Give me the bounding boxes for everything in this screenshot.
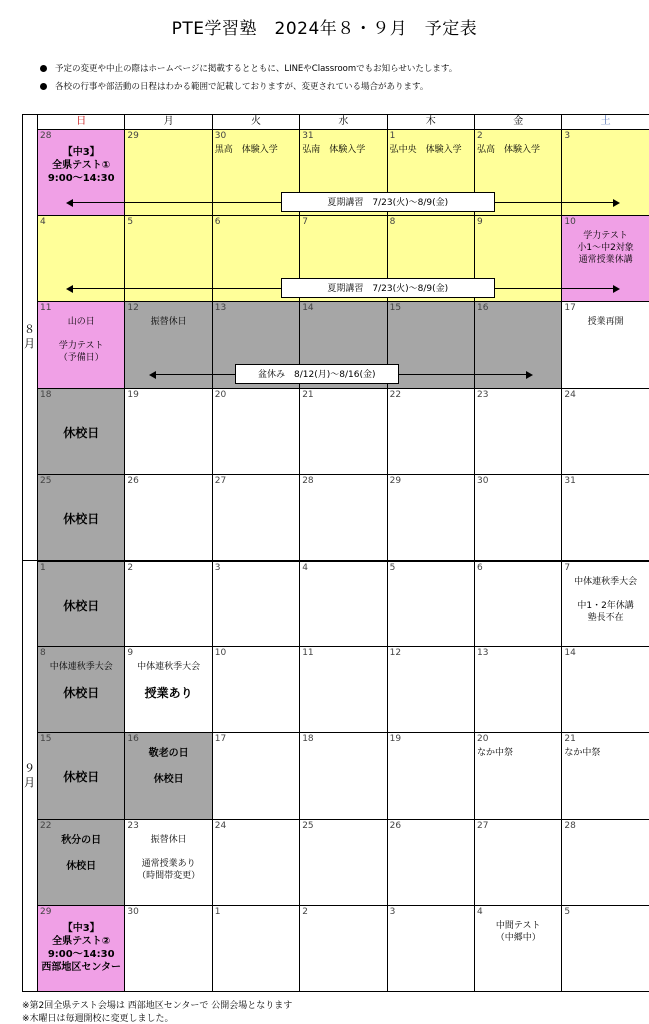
day-number: 12 — [389, 648, 402, 659]
day-cell — [125, 906, 212, 992]
day-number: 9 — [127, 648, 134, 659]
day-event — [125, 661, 211, 701]
day-number: 8 — [389, 217, 396, 228]
day-number: 6 — [214, 217, 221, 228]
period-arrow — [151, 368, 531, 382]
period-label: 盆休み 8/12(月)～8/16(金) — [235, 364, 399, 384]
day-cell — [38, 302, 125, 388]
weekday-header: 木 — [388, 114, 475, 130]
day-number: 16 — [127, 734, 139, 745]
day-number: 30 — [127, 906, 139, 917]
weekday-header: 金 — [475, 114, 562, 130]
day-number: 1 — [40, 563, 46, 573]
weekday-header: 日 — [38, 114, 125, 130]
day-event: なか中祭 — [477, 748, 514, 759]
event-line: 休校日 — [63, 686, 100, 701]
day-cell — [562, 906, 649, 992]
arrow-left-icon — [149, 371, 156, 379]
month-label — [22, 114, 38, 561]
day-cell — [562, 561, 649, 647]
day-number: 17 — [214, 734, 227, 745]
day-number: 24 — [214, 820, 227, 831]
day-number: 30 — [477, 475, 489, 486]
day-number: 5 — [564, 906, 571, 917]
notice-1 — [40, 62, 457, 74]
day-cell — [213, 475, 300, 561]
day-event: 休校日 — [63, 425, 100, 440]
day-cell — [300, 733, 387, 819]
day-number: 18 — [302, 734, 314, 745]
day-cell — [388, 647, 475, 733]
day-cell — [562, 733, 649, 819]
day-number: 3 — [389, 906, 396, 917]
day-number: 3 — [564, 131, 571, 141]
day-number: 5 — [389, 563, 396, 573]
day-cell — [213, 733, 300, 819]
day-number: 17 — [564, 303, 576, 314]
day-number: 4 — [40, 217, 46, 228]
day-number: 20 — [214, 389, 227, 400]
day-number: 6 — [477, 563, 483, 573]
day-event: 秋分の日 休校日 — [61, 834, 102, 872]
day-number: 29 — [389, 475, 402, 486]
day-cell — [213, 561, 300, 647]
arrow-left-icon — [66, 199, 73, 207]
day-cell — [300, 389, 387, 475]
day-number: 8 — [40, 648, 46, 659]
day-cell — [475, 820, 562, 906]
day-number: 31 — [302, 131, 314, 141]
day-number: 30 — [214, 131, 227, 141]
day-number: 13 — [214, 303, 227, 314]
day-number: 1 — [389, 131, 396, 141]
day-number: 9 — [477, 217, 483, 228]
day-number: 26 — [389, 820, 402, 831]
day-event: 休校日 — [63, 770, 100, 785]
day-cell — [300, 647, 387, 733]
day-event: 【中3】 全県テスト① 9:00～14:30 — [47, 147, 115, 184]
day-number: 28 — [40, 131, 52, 141]
day-number: 16 — [477, 303, 489, 314]
day-cell — [125, 733, 212, 819]
day-number: 10 — [564, 217, 576, 228]
day-cell — [388, 733, 475, 819]
day-number: 21 — [302, 389, 314, 400]
day-cell — [475, 561, 562, 647]
day-event: 山の日 学力テスト （予備日） — [58, 317, 104, 364]
day-number: 4 — [302, 563, 308, 573]
page-title: PTE学習塾 2024年８・９月 予定表 — [171, 19, 478, 39]
day-cell — [388, 475, 475, 561]
notice-2 — [40, 80, 428, 92]
day-cell — [38, 647, 125, 733]
day-number: 15 — [40, 734, 52, 745]
day-number: 26 — [127, 475, 139, 486]
day-number: 2 — [127, 563, 134, 573]
day-number: 2 — [477, 131, 483, 141]
day-number: 19 — [389, 734, 402, 745]
day-event — [38, 661, 124, 701]
period-label: 夏期講習 7/23(火)～8/9(金) — [281, 192, 495, 212]
event-line: 授業あり — [144, 686, 193, 701]
day-cell — [475, 389, 562, 475]
day-cell — [300, 561, 387, 647]
day-number: 14 — [564, 648, 576, 659]
day-event: 中体連秋季大会 中1・2年休講 塾長不在 — [574, 577, 638, 623]
day-cell — [125, 475, 212, 561]
weekday-header: 水 — [300, 114, 387, 130]
notice-text: 予定の変更や中止の際はホームページに掲載するとともに、LINEやClassroomでもお知らせいたします。 — [55, 64, 458, 74]
day-number: 3 — [214, 563, 221, 573]
bullet-icon — [40, 65, 47, 72]
day-event: 弘高 体験入学 — [477, 145, 541, 155]
arrow-right-icon — [613, 285, 620, 293]
period-arrow — [68, 282, 618, 296]
day-number: 28 — [564, 820, 576, 831]
day-number: 24 — [564, 389, 576, 400]
event-line — [38, 673, 124, 685]
day-event: 授業再開 — [587, 317, 624, 328]
day-event: なか中祭 — [564, 748, 601, 759]
day-cell — [125, 389, 212, 475]
day-cell — [562, 820, 649, 906]
footnote-2: ※木曜日は毎週開校に変更しました。 — [22, 1014, 174, 1024]
day-cell — [125, 561, 212, 647]
day-number: 27 — [214, 475, 227, 486]
day-number: 20 — [477, 734, 489, 745]
day-number: 28 — [302, 475, 314, 486]
day-number: 31 — [564, 475, 576, 486]
day-cell — [38, 733, 125, 819]
day-number: 5 — [127, 217, 134, 228]
event-line: 中体連秋季大会 — [137, 662, 201, 673]
day-number: 12 — [127, 303, 139, 314]
day-number: 7 — [302, 217, 308, 228]
day-number: 23 — [127, 820, 139, 831]
day-number: 10 — [214, 648, 227, 659]
month-label-text: ８ 月 — [24, 323, 35, 350]
day-number: 27 — [477, 820, 489, 831]
day-cell — [388, 906, 475, 992]
day-number: 21 — [564, 734, 576, 745]
event-line: 中体連秋季大会 — [49, 662, 113, 673]
day-number: 13 — [477, 648, 489, 659]
event-line — [125, 673, 211, 685]
day-cell — [300, 475, 387, 561]
day-event: 休校日 — [63, 599, 100, 613]
day-cell — [475, 475, 562, 561]
day-number: 7 — [564, 563, 571, 573]
day-number: 23 — [477, 389, 489, 400]
day-cell — [300, 906, 387, 992]
day-number: 25 — [40, 475, 52, 486]
arrow-right-icon — [526, 371, 533, 379]
weekday-header: 火 — [213, 114, 300, 130]
day-cell — [562, 302, 649, 388]
day-number: 25 — [302, 820, 314, 831]
period-arrow — [68, 196, 618, 210]
day-event: 弘中央 体験入学 — [389, 145, 462, 155]
day-event: 振替休日 通常授業あり （時間帯変更） — [137, 834, 201, 881]
day-event: 黒高 体験入学 — [214, 145, 278, 155]
day-cell — [125, 647, 212, 733]
day-event: 学力テスト 小1～中2対象 通常授業休講 — [577, 231, 634, 266]
footnote-1: ※第2回全県テスト会場は 西部地区センターで 公開会場となります — [22, 1001, 293, 1011]
day-cell — [388, 561, 475, 647]
day-cell — [562, 475, 649, 561]
day-cell — [213, 389, 300, 475]
arrow-left-icon — [66, 285, 73, 293]
day-number: 29 — [40, 906, 52, 917]
day-event: 弘南 体験入学 — [302, 145, 366, 155]
day-cell — [38, 820, 125, 906]
bullet-icon — [40, 83, 47, 90]
period-label: 夏期講習 7/23(火)～8/9(金) — [281, 278, 495, 298]
day-cell — [38, 561, 125, 647]
month-label — [22, 561, 38, 992]
day-cell — [388, 820, 475, 906]
day-cell — [562, 389, 649, 475]
day-cell — [213, 906, 300, 992]
day-cell — [562, 647, 649, 733]
day-number: 22 — [389, 389, 402, 400]
day-event: 【中3】 全県テスト② 9:00～14:30 西部地区センター — [41, 922, 121, 973]
day-number: 18 — [40, 389, 52, 400]
day-cell — [300, 820, 387, 906]
weekday-header: 土 — [562, 114, 649, 130]
day-cell — [38, 475, 125, 561]
day-cell — [213, 820, 300, 906]
weekday-header: 月 — [125, 114, 212, 130]
day-number: 15 — [389, 303, 402, 314]
day-cell — [213, 647, 300, 733]
day-number: 29 — [127, 131, 139, 141]
day-cell — [125, 820, 212, 906]
notice-text: 各校の行事や部活動の日程はわかる範囲で記載しておりますが、変更されている場合があります。 — [55, 82, 429, 92]
day-number: 11 — [302, 648, 314, 659]
day-number: 11 — [40, 303, 52, 314]
day-event: 振替休日 — [150, 317, 187, 328]
day-cell — [475, 647, 562, 733]
day-number: 22 — [40, 820, 52, 831]
day-cell — [388, 389, 475, 475]
day-cell — [475, 733, 562, 819]
day-number: 2 — [302, 906, 308, 917]
day-event: 中間テスト （中郷中） — [495, 920, 541, 943]
arrow-right-icon — [613, 199, 620, 207]
month-label-text: ９ 月 — [24, 762, 35, 789]
day-event: 敬老の日 休校日 — [148, 748, 189, 786]
day-cell — [38, 389, 125, 475]
day-event: 休校日 — [63, 511, 100, 526]
day-number: 1 — [214, 906, 221, 917]
day-number: 14 — [302, 303, 314, 314]
day-number: 4 — [477, 906, 483, 917]
day-number: 19 — [127, 389, 139, 400]
day-cell — [38, 906, 125, 992]
day-cell — [475, 906, 562, 992]
